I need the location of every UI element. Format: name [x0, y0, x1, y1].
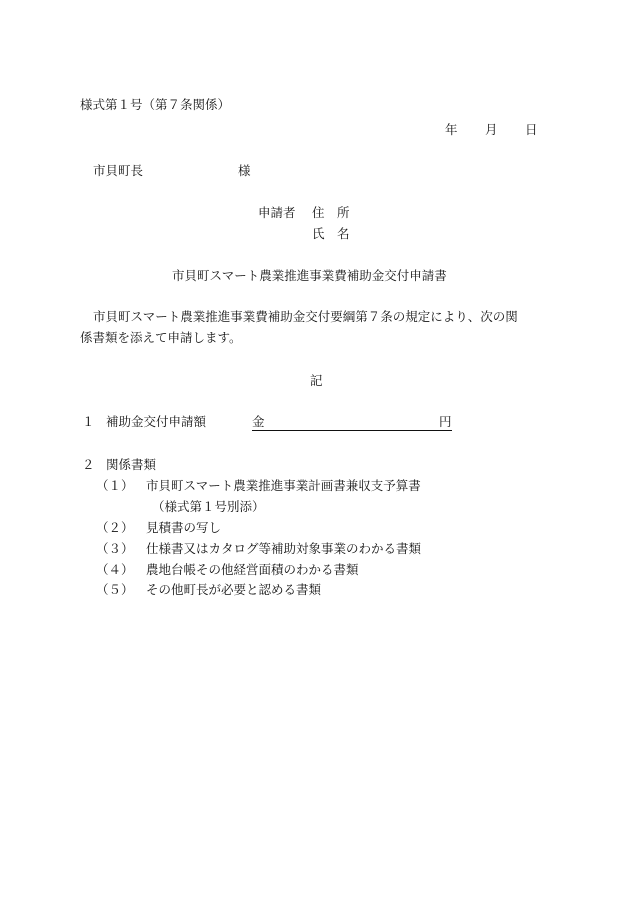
section1-label: 補助金交付申請額	[106, 414, 207, 429]
date-year: 年	[445, 122, 458, 137]
document-item-text: その他町長が必要と認める書類	[146, 582, 322, 597]
document-item-number: （３）	[96, 541, 134, 556]
document-item-text: 仕様書又はカタログ等補助対象事業のわかる書類	[146, 541, 422, 556]
date-day: 日	[525, 122, 538, 137]
addressee-name: 市貝町長	[93, 163, 144, 178]
section2-number: ２	[82, 457, 95, 472]
document-item-text: 農地台帳その他経営面積のわかる書類	[146, 562, 359, 577]
addressee-honorific: 様	[238, 163, 251, 178]
applicant-address-label: 住 所	[312, 205, 350, 220]
body-line-2: 係書類を添えて申請します。	[80, 330, 242, 345]
document-item-number: （２）	[96, 520, 134, 535]
body-line-1: 市貝町スマート農業推進事業費補助金交付要綱第７条の規定により、次の関	[93, 309, 518, 324]
document-title: 市貝町スマート農業推進事業費補助金交付申請書	[172, 268, 447, 283]
amount-underline	[252, 430, 452, 431]
form-number: 様式第１号（第７条関係）	[80, 97, 231, 112]
ki-heading: 記	[310, 373, 323, 388]
document-item-subtext: （様式第１号別添）	[152, 499, 265, 514]
section1-number: １	[82, 414, 95, 429]
document-item-number: （１）	[96, 478, 134, 493]
applicant-label: 申請者	[258, 205, 296, 220]
section2-label: 関係書類	[106, 457, 157, 472]
applicant-name-label: 氏 名	[312, 226, 350, 241]
document-item-number: （４）	[96, 562, 134, 577]
document-item-number: （５）	[96, 582, 134, 597]
date-month: 月	[485, 122, 498, 137]
amount-prefix: 金	[252, 414, 265, 429]
amount-suffix: 円	[439, 414, 452, 429]
document-item-text: 市貝町スマート農業推進事業計画書兼収支予算書	[146, 478, 421, 493]
document-item-text: 見積書の写し	[146, 520, 222, 535]
